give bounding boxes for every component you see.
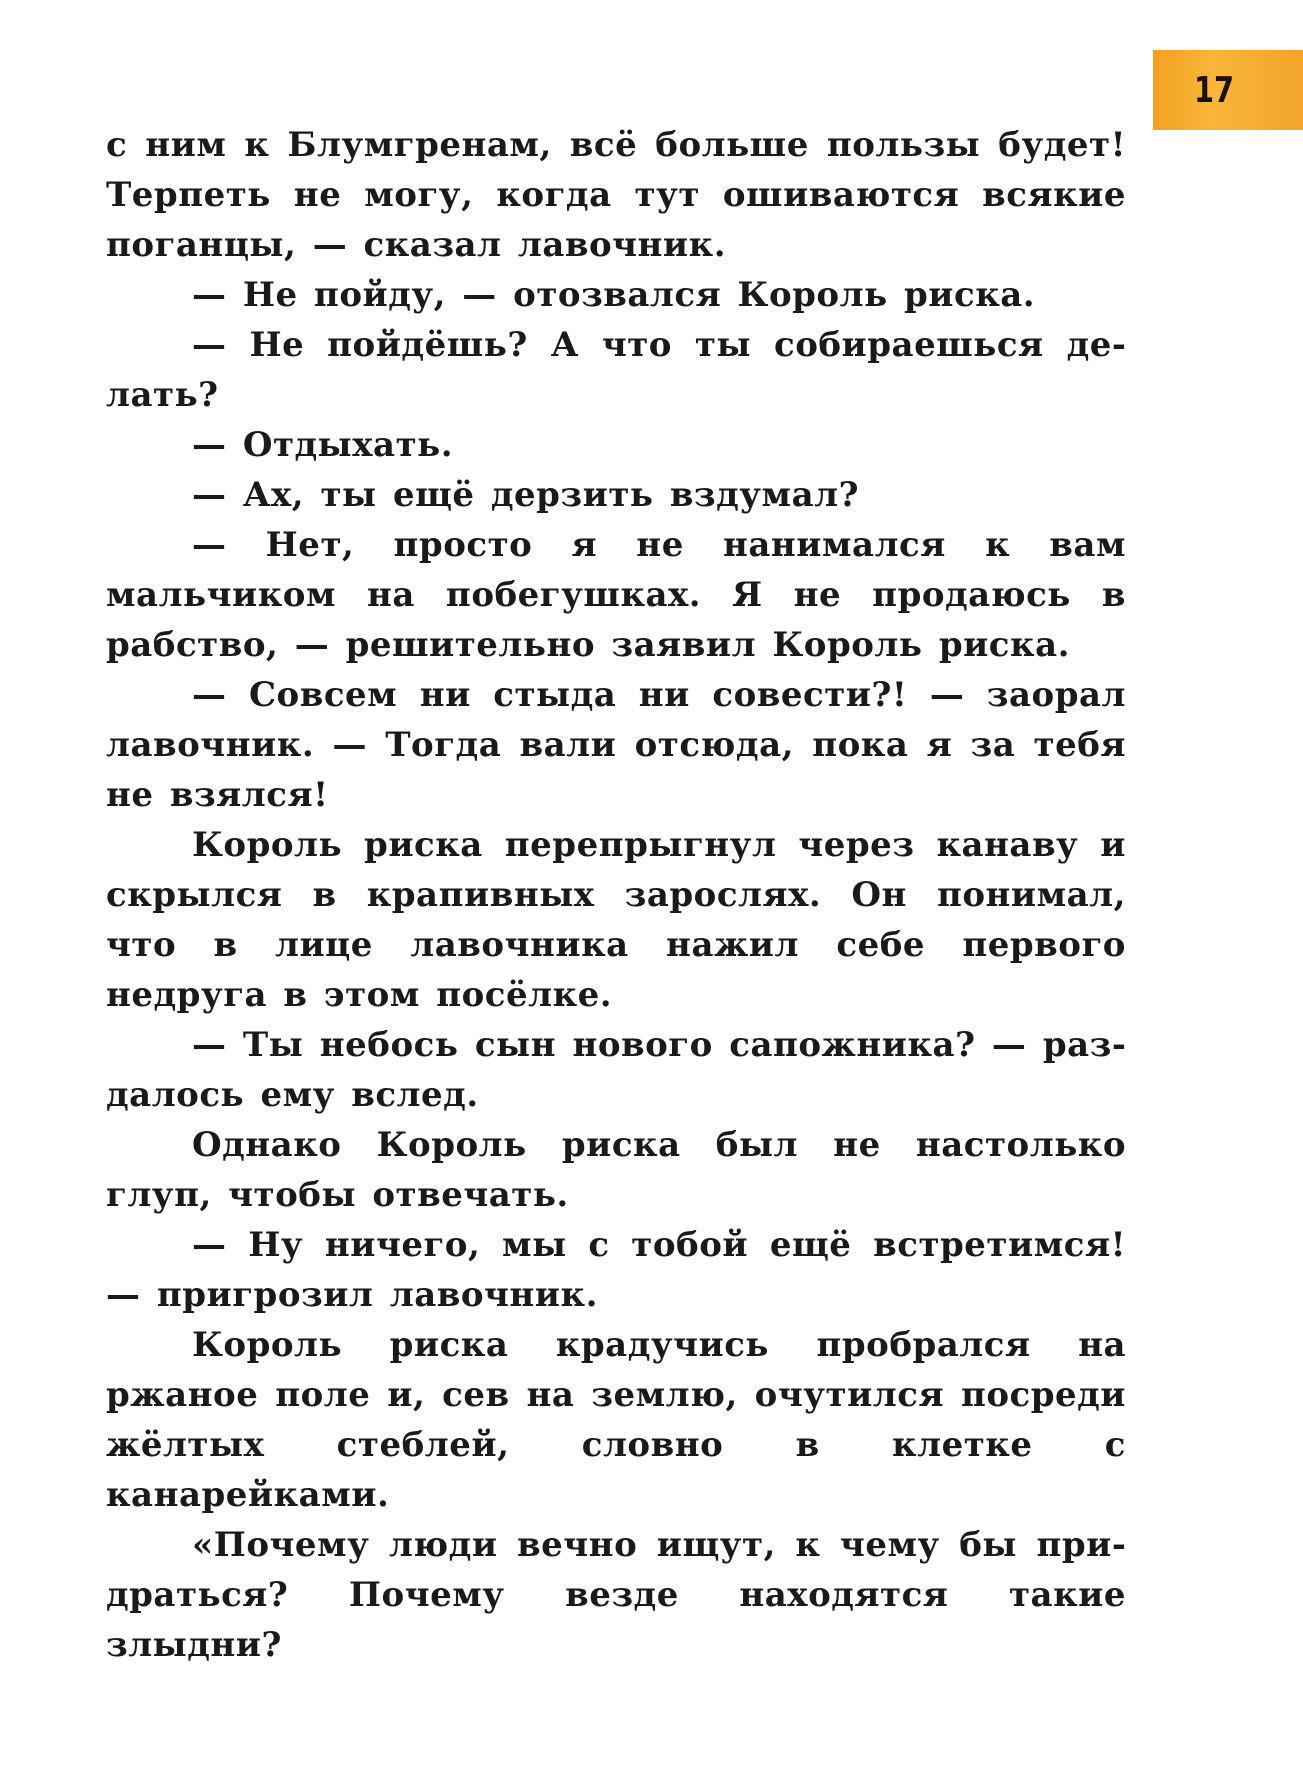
paragraph: с ним к Блумгренам, всё больше пользы будет! Терпеть не могу, когда тут ошиваются всякие поганцы, — сказал лавочник. [106,125,1126,265]
page-number-tab [1153,50,1303,130]
paragraph: — Ну ничего, мы с тобой ещё встретимся! — пригрозил лавочник. [106,1225,1126,1315]
paragraph: — Не пойдёшь? А что ты собираешься делать? [106,325,1126,415]
paragraph: — Нет, просто я не нанимался к вам мальчиком на побегушках. Я не продаюсь в рабство, — решительно заявил Король риска. [106,525,1126,665]
paragraph: Король риска перепрыгнул через канаву и скрылся в крапивных зарослях. Он понимал, что в лице лавочника нажил себе первого недруга в этом посёлке. [106,825,1126,1015]
paragraph: Однако Король риска был не настолько глуп, чтобы отвечать. [106,1125,1126,1215]
paragraph: — Ты небось сын нового сапожника? — раздалось ему вслед. [106,1025,1126,1115]
page-number: 17 [1193,69,1235,111]
paragraph: — Ах, ты ещё дерзить вздумал? [192,475,860,515]
paragraph: — Совсем ни стыда ни совести?! — заорал лавочник. — Тогда вали отсюда, пока я за тебя не взялся! [106,675,1126,815]
paragraph: — Отдыхать. [192,425,454,465]
paragraph: Король риска крадучись пробрался на ржаное поле и, сев на землю, очутился посреди жёлтых стеблей, словно в клетке с канарейками. [106,1325,1126,1515]
paragraph: «Почему люди вечно ищут, к чему бы придраться? Почему везде находятся такие злыдни? [106,1525,1126,1665]
paragraph: — Не пойду, — отозвался Король риска. [192,275,1036,315]
body-text [106,120,1126,1670]
